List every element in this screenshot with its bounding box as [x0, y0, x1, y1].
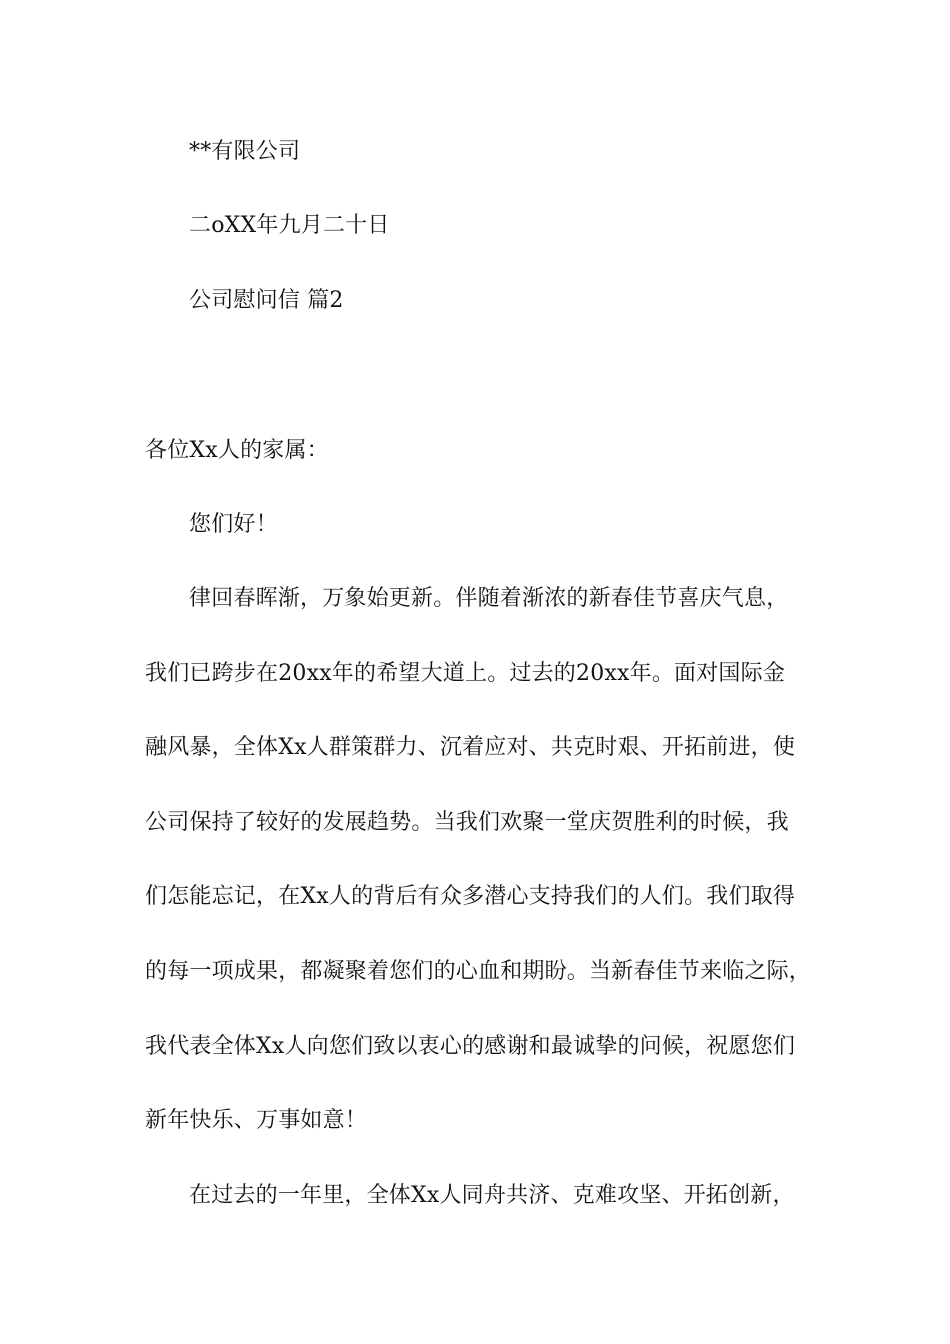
section-title: 公司慰问信 篇2 — [189, 288, 344, 313]
paragraph-2-line-1: 在过去的一年里，全体Xx人同舟共济、克难攻坚、开拓创新， — [189, 1183, 795, 1208]
paragraph-1-line-1: 律回春晖渐，万象始更新。伴随着渐浓的新春佳节喜庆气息， — [189, 586, 789, 611]
paragraph-1-line-3: 融风暴，全体Xx人群策群力、沉着应对、共克时艰、开拓前进，使 — [145, 735, 796, 760]
salutation: 各位Xx人的家属： — [145, 438, 329, 463]
paragraph-1-line-8: 新年快乐、万事如意！ — [145, 1108, 368, 1133]
greeting: 您们好！ — [189, 512, 278, 537]
paragraph-1-line-5: 们怎能忘记，在Xx人的背后有众多潜心支持我们的人们。我们取得 — [145, 884, 796, 909]
paragraph-1-line-4: 公司保持了较好的发展趋势。当我们欢聚一堂庆贺胜利的时候，我 — [145, 810, 789, 835]
signature-company: **有限公司 — [189, 139, 301, 164]
paragraph-1-line-7: 我代表全体Xx人向您们致以衷心的感谢和最诚挚的问候，祝愿您们 — [145, 1034, 796, 1059]
paragraph-1-line-2: 我们已跨步在20xx年的希望大道上。过去的20xx年。面对国际金 — [145, 661, 786, 686]
signature-date: 二oXX年九月二十日 — [189, 213, 390, 238]
paragraph-1-line-6: 的每一项成果，都凝聚着您们的心血和期盼。当新春佳节来临之际， — [145, 959, 812, 984]
